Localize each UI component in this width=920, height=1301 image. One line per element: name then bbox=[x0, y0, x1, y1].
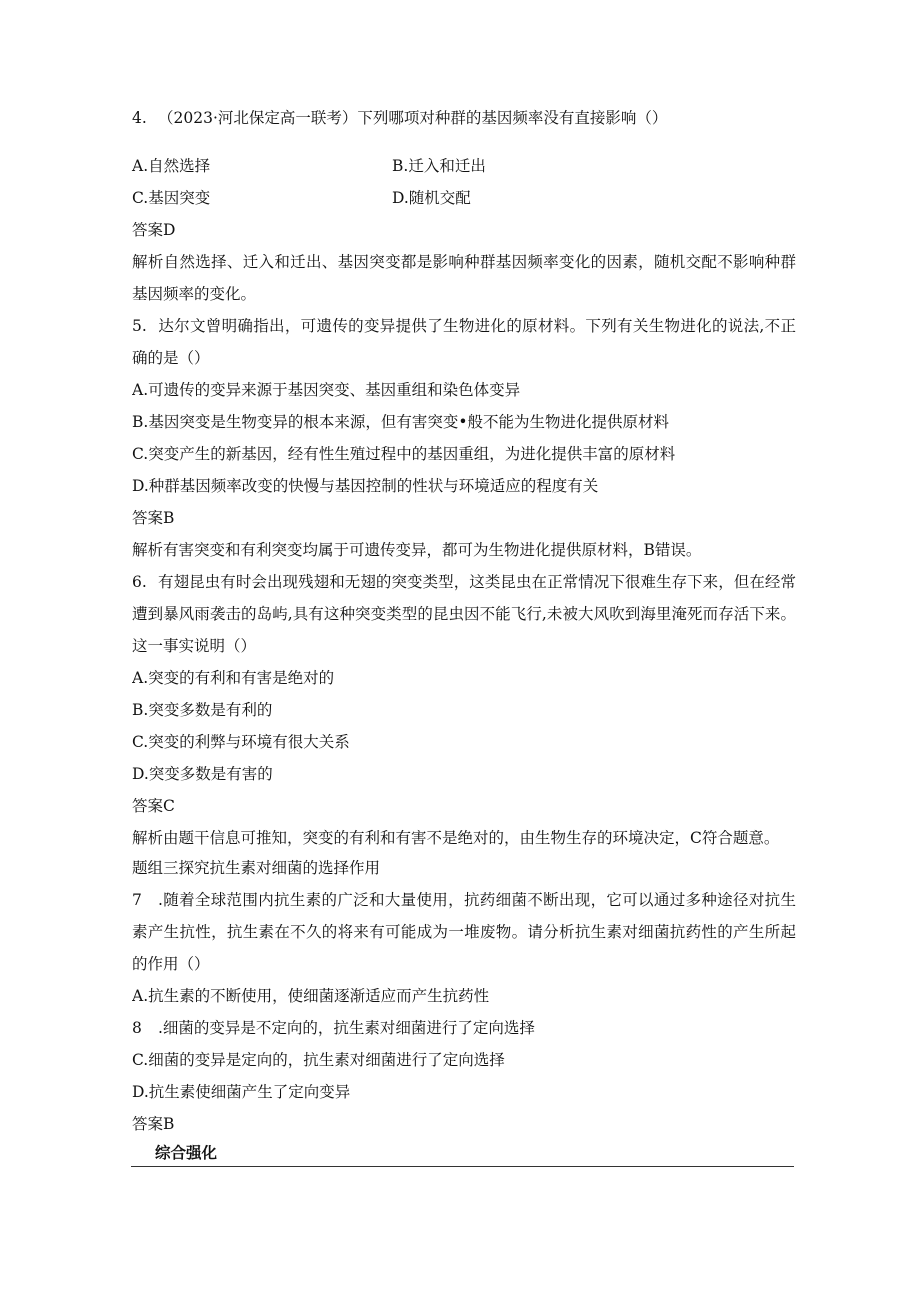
q5-number: 5. bbox=[132, 317, 147, 335]
q5-option-b: B.基因突变是生物变异的根本来源，但有害突变•般不能为生物进化提供原材料 bbox=[132, 413, 669, 431]
q5-option-c: C.突变产生的新基因，经有性生殖过程中的基因重组，为进化提供丰富的原材料 bbox=[132, 445, 676, 463]
section-title: 综合强化 bbox=[155, 1144, 218, 1162]
q4-stem-text: （2023·河北保定高一联考）下列哪项对种群的基因频率没有直接影响（） bbox=[158, 109, 668, 127]
q7-option-a: A.抗生素的不断使用，使细菌逐渐适应而产生抗药性 bbox=[132, 987, 490, 1005]
q6-stem bbox=[132, 566, 796, 662]
q7-option-b-number: 8 bbox=[132, 1019, 142, 1037]
q7-option-c: C.细菌的变异是定向的，抗生素对细菌进行了定向选择 bbox=[132, 1051, 505, 1069]
q6-number: 6. bbox=[132, 573, 147, 591]
q6-option-c: C.突变的利弊与环境有很大关系 bbox=[132, 733, 350, 751]
q4-option-b: B.迁入和迁出 bbox=[392, 157, 486, 175]
q5-option-a: A.可遗传的变异来源于基因突变、基因重组和染色体变异 bbox=[132, 381, 521, 399]
q7-number: 7 bbox=[132, 891, 142, 909]
q4-number: 4. bbox=[132, 109, 147, 127]
q5-option-d: D.种群基因频率改变的快慢与基因控制的性状与环境适应的程度有关 bbox=[132, 477, 599, 495]
q7-option-d: D.抗生素使细菌产生了定向变异 bbox=[132, 1083, 351, 1101]
q7-option-b bbox=[132, 1018, 796, 1038]
q7-answer: 答案B bbox=[132, 1115, 175, 1133]
q4-option-d: D.随机交配 bbox=[392, 189, 471, 207]
q4-answer: 答案D bbox=[132, 221, 176, 239]
q6-answer: 答案C bbox=[132, 797, 175, 815]
q7-option-b-text: .细菌的变异是不定向的，抗生素对细菌进行了定向选择 bbox=[158, 1019, 535, 1037]
q6-analysis: 解析由题干信息可推知，突变的有利和有害不是绝对的，由生物生存的环境决定，C符合题意。 bbox=[132, 829, 780, 847]
section-divider bbox=[131, 1166, 794, 1167]
q6-option-b: B.突变多数是有利的 bbox=[132, 701, 273, 719]
group3-title: 题组三探究抗生素对细菌的选择作用 bbox=[132, 859, 381, 877]
q7-stem bbox=[132, 884, 796, 980]
q4-stem bbox=[132, 108, 796, 128]
q6-option-d: D.突变多数是有害的 bbox=[132, 765, 273, 783]
q5-stem bbox=[132, 310, 796, 374]
q6-option-a: A.突变的有利和有害是绝对的 bbox=[132, 669, 335, 687]
q7-stem-text: .随着全球范围内抗生素的广泛和大量使用，抗药细菌不断出现，它可以通过多种途径对抗生素产生抗性，抗生素在不久的将来有可能成为一堆废物。请分析抗生素对细菌抗药性的产生所起的作用（） bbox=[132, 891, 796, 973]
q4-option-a: A.自然选择 bbox=[132, 157, 211, 175]
q5-stem-text: 达尔文曾明确指出，可遗传的变异提供了生物进化的原材料。下列有关生物进化的说法,不正确的是（） bbox=[132, 317, 796, 367]
q4-analysis: 解析自然选择、迁入和迁出、基因突变都是影响种群基因频率变化的因素，随机交配不影响种群基因频率的变化。 bbox=[132, 253, 796, 303]
q6-stem-text: 有翅昆虫有时会出现残翅和无翅的突变类型，这类昆虫在正常情况下很难生存下来，但在经常遭到暴风雨袭击的岛屿,具有这种突变类型的昆虫因不能飞行,未被大风吹到海里淹死而存活下来。这一事实说明（） bbox=[132, 573, 796, 655]
q5-analysis: 解析有害突变和有利突变均属于可遗传变异，都可为生物进化提供原材料，B错误。 bbox=[132, 541, 702, 559]
q4-option-c: C.基因突变 bbox=[132, 189, 211, 207]
q5-answer: 答案B bbox=[132, 509, 175, 527]
